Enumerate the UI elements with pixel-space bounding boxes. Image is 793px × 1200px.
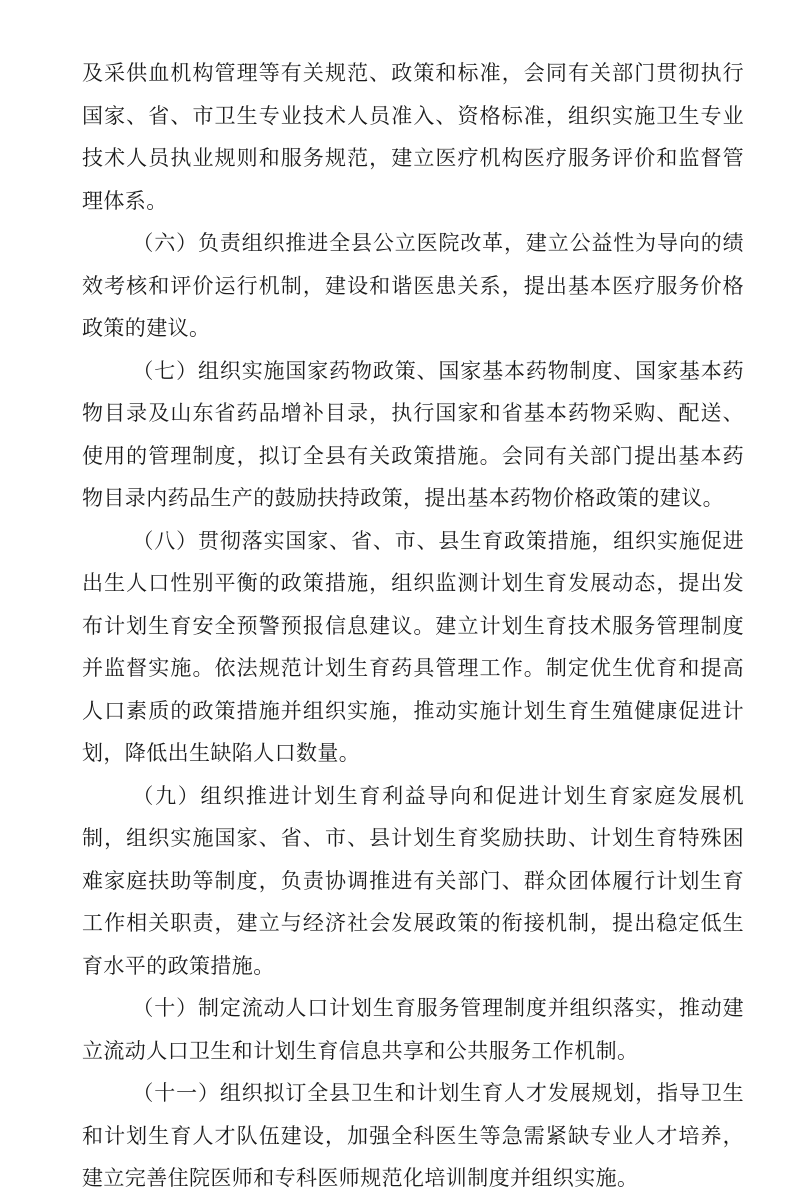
paragraph-item-7: （七）组织实施国家药物政策、国家基本药物制度、国家基本药物目录及山东省药品增补目录，执行国家和省基本药物采购、配送、使用的管理制度，拟订全县有关政策措施。会同有关部门提出基本药物目录内药品生产的鼓励扶持政策，提出基本药物价格政策的建议。 (82, 358, 744, 510)
paragraph-item-11: （十一）组织拟订全县卫生和计划生育人才发展规划，指导卫生和计划生育人才队伍建设，加强全科医生等急需紧缺专业人才培养，建立完善住院医师和专科医师规范化培训制度并组织实施。 (82, 1081, 744, 1190)
paragraph-item-8: （八）贯彻落实国家、省、市、县生育政策措施，组织实施促进出生人口性别平衡的政策措施，组织监测计划生育发展动态，提出发布计划生育安全预警预报信息建议。建立计划生育技术服务管理制度并监督实施。依法规范计划生育药具管理工作。制定优生优育和提高人口素质的政策措施并组织实施，推动实施计划生育生殖健康促进计划，降低出生缺陷人口数量。 (82, 528, 744, 765)
paragraph-item-9: （九）组织推进计划生育利益导向和促进计划生育家庭发展机制，组织实施国家、省、市、县计划生育奖励扶助、计划生育特殊困难家庭扶助等制度，负责协调推进有关部门、群众团体履行计划生育工作相关职责，建立与经济社会发展政策的衔接机制，提出稳定低生育水平的政策措施。 (82, 783, 744, 978)
paragraph-item-6: （六）负责组织推进全县公立医院改革，建立公益性为导向的绩效考核和评价运行机制，建设和谐医患关系，提出基本医疗服务价格政策的建议。 (82, 231, 744, 340)
paragraph-item-10: （十）制定流动人口计划生育服务管理制度并组织落实，推动建立流动人口卫生和计划生育信息共享和公共服务工作机制。 (82, 996, 744, 1063)
paragraph-continuation: 及采供血机构管理等有关规范、政策和标准，会同有关部门贯彻执行国家、省、市卫生专业技术人员准入、资格标准，组织实施卫生专业技术人员执业规则和服务规范，建立医疗机构医疗服务评价和监督管理体系。 (82, 61, 744, 213)
document-body (82, 52, 744, 1200)
